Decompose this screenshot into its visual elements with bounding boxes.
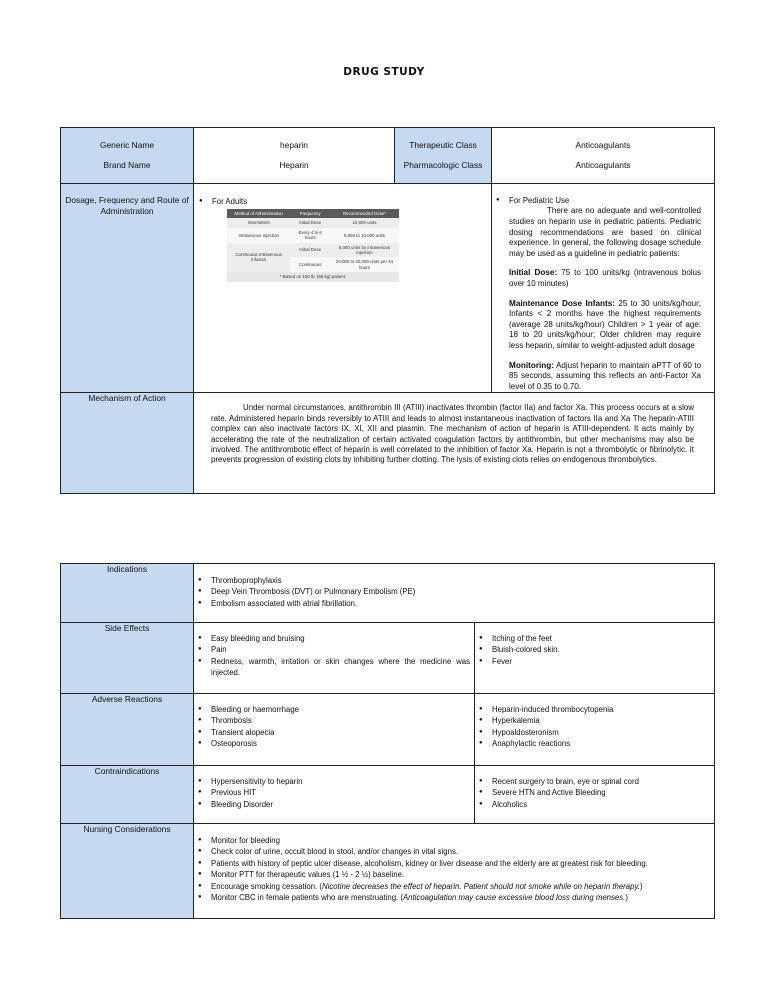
brand-name-value: Heparin — [279, 160, 309, 170]
nursing-item-6-italic: Anticoagulation may cause excessive blood loss during menses. — [402, 893, 626, 903]
table-row — [227, 218, 399, 227]
monitoring-text: Adjust heparin to maintain aPTT of 60 to 85 seconds, assuming this reflects an anti-Factor Xa level of 0.35 to 0.70. — [509, 360, 702, 391]
monitoring-label: Monitoring: — [509, 360, 555, 370]
side-effects-left-list — [194, 633, 470, 679]
therapeutic-class-value: Anticoagulants — [575, 140, 631, 150]
dose-cell: Intravenous Injection — [227, 228, 290, 243]
list-item: ● Osteoporosis — [211, 738, 474, 749]
nursing-item-6-main: Monitor CBC in female patients who are menstruating. ( — [211, 893, 403, 903]
list-item: ● Hypoaldosteronism — [492, 727, 714, 738]
list-item: ● Hyperkalemia — [492, 715, 714, 726]
side-effects-label: Side Effects — [61, 623, 194, 694]
list-item: ● Redness, warmth, irritation or skin changes where the medicine was injected. — [211, 656, 470, 679]
adult-dosage-table — [227, 209, 399, 281]
dose-header-frequency: Frequency — [290, 209, 330, 218]
maintenance-dose-text: 25 to 30 units/kg/hour; Infants < 2 months have the highest requirements (average 28 units/kg/hour) Children > 1 year of age: 18 to 20 units/kg/hour; Older children may require less heparin, similar to weight-adjusted adult dosage — [509, 298, 701, 350]
list-item: ● Hypersensitivity to heparin — [211, 776, 474, 787]
list-item: ● Thromboprophylaxis — [211, 575, 714, 586]
list-item: ● Monitor for bleeding — [211, 835, 714, 846]
adverse-reactions-label: Adverse Reactions — [61, 694, 194, 766]
indications-cell — [194, 564, 715, 623]
pediatric-list — [492, 195, 701, 206]
dose-header-method: Method of Administration — [227, 209, 290, 218]
list-item: ● Embolism associated with atrial fibrillation. — [211, 598, 714, 609]
list-item: ● Itching of the feet — [492, 633, 714, 644]
generic-name-label: Generic Name — [100, 140, 154, 150]
list-item: ● Deep Vein Thrombosis (DVT) or Pulmonary Embolism (PE) — [211, 586, 714, 597]
contra-left-list — [194, 776, 474, 810]
dose-cell: Initial Dose — [290, 243, 330, 258]
page-title: DRUG STUDY — [343, 66, 425, 78]
therapeutic-class-label: Therapeutic Class — [409, 140, 477, 150]
pediatric-label: ● For Pediatric Use — [509, 195, 701, 206]
dosage-label: Dosage, Frequency and Route of Administration — [65, 195, 189, 216]
list-item: ● Previous HIT — [211, 787, 474, 798]
dose-cell: 20,000 to 40,000 units per 24 hours — [330, 257, 399, 272]
indications-label: Indications — [61, 564, 194, 623]
name-values-cell — [194, 128, 395, 184]
mechanism-cell — [194, 393, 715, 494]
dose-header-recommended: Recommended Dose* — [330, 209, 399, 218]
pharmacologic-class-label: Pharmacologic Class — [403, 160, 483, 170]
list-item: ● Easy bleeding and bruising — [211, 633, 470, 644]
list-item: ● Check color of urine, occult blood in stool, and/or changes in vital signs. — [211, 846, 714, 857]
dose-cell: 5,000 to 10,000 units — [330, 228, 399, 243]
adult-dosage-cell — [194, 184, 492, 393]
list-item: ● Bluish-colored skin. — [492, 644, 714, 655]
contraindications-label: Contraindications — [61, 766, 194, 824]
adverse-left-cell — [194, 694, 475, 766]
pediatric-dosage-cell — [492, 184, 715, 393]
adverse-right-list — [475, 704, 714, 750]
dose-cell: Intermittent — [227, 218, 290, 227]
initial-dose-label: Initial Dose: — [509, 268, 558, 278]
mechanism-label: Mechanism of Action — [61, 393, 194, 494]
drug-info-table — [60, 127, 715, 494]
nursing-list — [194, 835, 714, 903]
list-item — [211, 892, 714, 903]
brand-name-label: Brand Name — [103, 160, 151, 170]
adverse-left-list — [194, 704, 474, 750]
pharmacologic-class-value: Anticoagulants — [575, 160, 631, 170]
list-item: ● Thrombosis — [211, 715, 474, 726]
list-item: ● Pain — [211, 644, 470, 655]
table-row — [227, 243, 399, 258]
dose-cell: Every 4 to 6 hours — [290, 228, 330, 243]
nursing-item-5-main: Encourage smoking cessation. ( — [211, 881, 322, 891]
side-effects-right-list — [475, 633, 714, 667]
adult-dosage-list — [194, 196, 491, 207]
adults-label: ● For Adults — [212, 196, 491, 207]
table-row — [227, 228, 399, 243]
nursing-item-5-end: ) — [639, 881, 643, 891]
side-effects-right-cell — [475, 623, 715, 694]
list-item: ● Bleeding Disorder — [211, 799, 474, 810]
adverse-right-cell — [475, 694, 715, 766]
class-values-cell — [492, 128, 715, 184]
class-labels-cell — [395, 128, 492, 184]
mechanism-text: Under normal circumstances, antithrombin III (ATIII) inactivates thrombin (factor IIa) and factor Xa. This process occurs at a slow rate. Administered heparin binds reversibly to ATIII and leads to almost instantaneous inactivation of factors IIa and Xa The heparin-ATIII complex can also inactivate factors IX, XI, XII and plasmin. The mechanism of action of heparin is ATIII-dependent. It acts mainly by accelerating the rate of the neutralization of certain activated coagulation factors by antithrombin, but other mechanisms may also be involved. The antithrombotic effect of heparin is well correlated to the inhibition of factor Xa. Heparin is not a thrombolytic or fibrinolytic. It prevents progression of existing clots by inhibiting further clotting. The lysis of existing clots relies on endogenous thrombolytics. — [211, 403, 694, 465]
monitoring-paragraph — [492, 361, 701, 393]
list-item: ● Recent surgery to brain, eye or spinal cord — [492, 776, 714, 787]
contra-left-cell — [194, 766, 475, 824]
initial-dose-text: 75 to 100 units/kg (intravenous bolus over 10 minutes) — [509, 268, 702, 288]
pediatric-text: There are no adequate and well-controlled studies on heparin use in pediatric patients. Pediatric dosing recommendations are based on clinical experience. In general, the following dosage schedule may be used as a guideline in pediatric patients: — [509, 206, 701, 258]
nursing-item-6-end: ) — [625, 893, 628, 903]
maintenance-dose-label: Maintenance Dose Infants: — [509, 298, 616, 308]
nursing-item-5-italic: Nicotine decreases the effect of heparin. Patient should not smoke while on heparin therapy. — [321, 881, 640, 891]
dose-cell: Initial Dose — [290, 218, 330, 227]
dose-table-note: * Based on 150 lb. (68 kg) patient. — [227, 272, 399, 281]
list-item: ● Transient alopecia — [211, 727, 474, 738]
contra-right-list — [475, 776, 714, 810]
generic-name-value: heparin — [280, 140, 308, 150]
indications-list — [194, 575, 714, 609]
dose-cell: 10,000 units — [330, 218, 399, 227]
initial-dose-paragraph — [492, 268, 701, 289]
maintenance-dose-paragraph — [492, 299, 701, 352]
list-item: ● Heparin-induced thrombocytopenia — [492, 704, 714, 715]
list-item: ● Monitor PTT for therapeutic values (1 ½ - 2 ½) baseline. — [211, 869, 714, 880]
name-labels-cell — [61, 128, 194, 184]
dose-cell: 5,000 units by intravenous injection — [330, 243, 399, 258]
side-effects-left-cell — [194, 623, 475, 694]
list-item: ● Fever — [492, 656, 714, 667]
drug-details-table — [60, 563, 715, 919]
dose-cell: Continuous Intravenous Infusion — [227, 243, 290, 273]
list-item — [211, 881, 714, 892]
dosage-label-cell — [61, 184, 194, 393]
list-item: ● Severe HTN and Active Bleeding — [492, 787, 714, 798]
dose-cell: Continuous — [290, 257, 330, 272]
list-item: ● Bleeding or haemorrhage — [211, 704, 474, 715]
list-item: ● Alcoholics — [492, 799, 714, 810]
list-item: ● Anaphylactic reactions — [492, 738, 714, 749]
list-item: ● Patients with history of peptic ulcer disease, alcoholism, kidney or liver disease and the elderly are at greatest risk for bleeding. — [211, 858, 714, 869]
nursing-cell — [194, 824, 715, 919]
nursing-considerations-label: Nursing Considerations — [61, 824, 194, 919]
contra-right-cell — [475, 766, 715, 824]
